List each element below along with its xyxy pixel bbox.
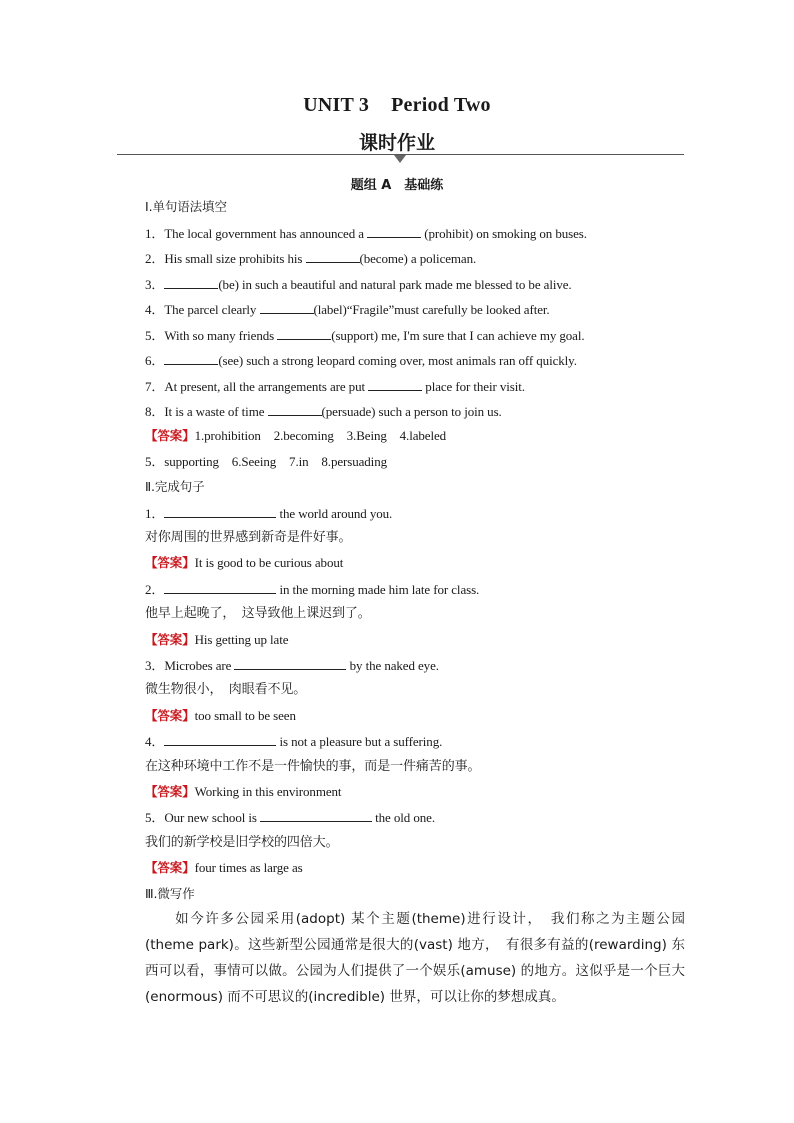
answer-tag: 【答案】 <box>145 860 195 875</box>
answer-blank <box>164 580 276 594</box>
answer-blank <box>164 351 218 365</box>
list-item: 4．The parcel clearly (label)“Fragile”must carefully be looked after. <box>145 302 550 317</box>
answer-blank <box>268 402 322 416</box>
translation-text: 微生物很小， 肉眼看不见。 <box>145 682 307 697</box>
answer-blank <box>367 224 421 238</box>
translation-text: 对你周围的世界感到新奇是件好事。 <box>145 530 352 545</box>
list-item: 7．At present, all the arrangements are put place for their visit. <box>145 379 525 394</box>
answer-tag: 【答案】 <box>145 632 195 647</box>
answer-tag: 【答案】 <box>145 555 195 570</box>
unit-label: UNIT 3 <box>303 94 370 116</box>
page-subtitle: 课时作业 <box>358 132 435 154</box>
writing-paragraph: 如今许多公园采用(adopt) 某个主题(theme)进行设计， 我们称之为主题公园(theme park)。这些新型公园通常是很大的(vast) 地方， 有很多有益的(rewarding) 东西可以看，事情可以做。公园为人们提供了一个娱乐(amuse) 的地方。这似乎是一个巨大(enormous) 而不可思议的(incredible) 世界，可以让你的梦想成真。 <box>145 911 685 1005</box>
answer-blank <box>277 326 331 340</box>
answer-tag: 【答案】 <box>145 428 195 443</box>
answer-line: 【答案】It is good to be curious about <box>145 555 344 570</box>
answer-blank <box>234 656 346 670</box>
page-title <box>0 94 794 117</box>
answer-tag: 【答案】 <box>145 784 195 799</box>
section2-title: Ⅱ.完成句子 <box>145 479 205 494</box>
answer-line: 【答案】four times as large as <box>145 860 303 875</box>
answer-line: 5．supporting 6.Seeing 7.in 8.persuading <box>145 454 387 469</box>
triangle-marker-icon <box>394 155 406 163</box>
list-item: 1．The local government has announced a (prohibit) on smoking on buses. <box>145 226 587 241</box>
list-item: 1． the world around you. <box>145 506 393 521</box>
answer-blank <box>260 808 372 822</box>
answer-blank <box>164 504 276 518</box>
translation-text: 在这种环境中工作不是一件愉快的事，而是一件痛苦的事。 <box>145 759 481 774</box>
list-item: 4． is not a pleasure but a suffering. <box>145 734 443 749</box>
list-item: 5．With so many friends (support) me, I'm sure that I can achieve my goal. <box>145 328 585 343</box>
group-title: 题组 A 基础练 <box>350 178 444 193</box>
answer-blank <box>164 275 218 289</box>
answer-blank <box>260 300 314 314</box>
list-item: 2． in the morning made him late for class. <box>145 582 480 597</box>
answer-blank <box>306 249 360 263</box>
section1-title: Ⅰ.单句语法填空 <box>145 199 227 214</box>
answer-line: 【答案】Working in this environment <box>145 784 342 799</box>
translation-text: 我们的新学校是旧学校的四倍大。 <box>145 835 339 850</box>
answer-line: 【答案】1.prohibition 2.becoming 3.Being 4.labeled <box>145 428 447 443</box>
answer-line: 【答案】His getting up late <box>145 632 289 647</box>
list-item: 3． (be) in such a beautiful and natural park made me blessed to be alive. <box>145 277 572 292</box>
list-item: 8．It is a waste of time (persuade) such a person to join us. <box>145 404 502 419</box>
answer-blank <box>164 732 276 746</box>
translation-text: 他早上起晚了， 这导致他上课迟到了。 <box>145 606 371 621</box>
period-label: Period Two <box>391 94 491 116</box>
list-item: 5．Our new school is the old one. <box>145 810 435 825</box>
answer-line: 【答案】too small to be seen <box>145 708 296 723</box>
section3-title: Ⅲ.微写作 <box>145 886 195 901</box>
list-item: 2．His small size prohibits his (become) a policeman. <box>145 251 477 266</box>
answer-blank <box>368 377 422 391</box>
list-item: 3．Microbes are by the naked eye. <box>145 658 439 673</box>
list-item: 6． (see) such a strong leopard coming over, most animals ran off quickly. <box>145 353 577 368</box>
answer-tag: 【答案】 <box>145 708 195 723</box>
